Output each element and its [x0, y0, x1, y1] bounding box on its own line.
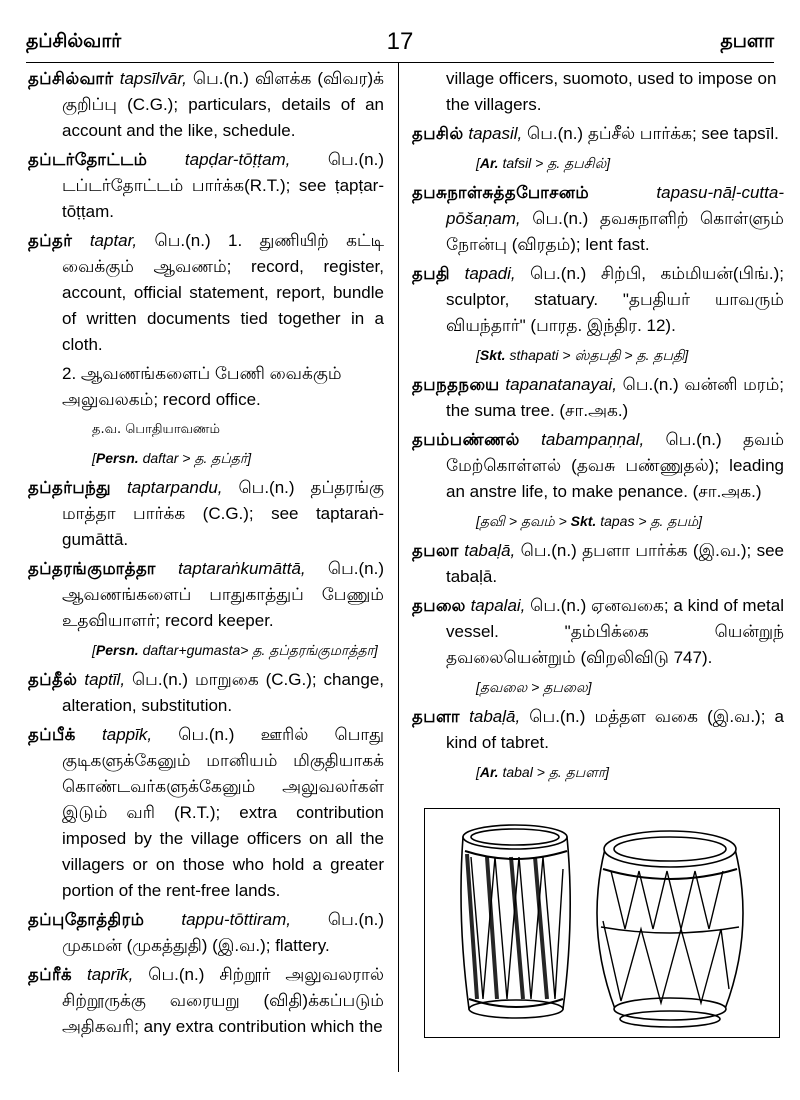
headword: தப்சில்வார் [28, 69, 114, 88]
transliteration: taprīk, [87, 965, 134, 984]
definition: பெ.(n.) ஏனவகை; a kind of metal vessel. "தம்பிக்கை யென்றுந் தவலையென்றும் (விறலிவிடு 747). [446, 596, 784, 667]
definition: பெ.(n.) முகமன் (முகத்துதி) (இ.வ.); flattery. [62, 910, 384, 955]
header-rule [26, 62, 774, 63]
dictionary-entry [412, 372, 784, 424]
etymology-lang: Persn. [95, 642, 139, 658]
transliteration: tapalai, [470, 596, 526, 615]
headword: தபநதநயை [412, 375, 500, 394]
dictionary-entry [28, 722, 384, 904]
headword: தபம்பண்ணல் [412, 430, 520, 449]
etymology-text: tapas > த. தபம் [596, 513, 699, 529]
transliteration: tapadi, [464, 264, 516, 283]
etymology: [Skt. sthapati > ஸ்தபதி > த. தபதி] [476, 347, 689, 363]
transliteration: tappīk, [102, 725, 153, 744]
etymology: [தவலை > தபலை] [476, 679, 592, 695]
definition: பெ.(n.) சிற்பி, கம்மியன்(பிங்.); sculptor, statuary. "தபதியர் யாவரும் வியந்தார்" (பாரத. இந்திர. 12). [446, 264, 784, 335]
definition: பெ.(n.) தபளா பார்க்க (இ.வ.); see tabaḷā. [446, 541, 784, 586]
definition: பெ.(n.) மத்தள வகை (இ.வ.); a kind of tabret. [446, 707, 784, 752]
headword: தபலை [412, 596, 466, 615]
headword: தப்தீல் [28, 670, 78, 689]
etymology: [Persn. daftar+gumasta> த. தப்தரங்குமாத்தா] [92, 642, 378, 658]
etymology-text: daftar+gumasta> த. தப்தரங்குமாத்தா [138, 642, 374, 658]
etymology: [Ar. tafsil > த. தபசில்] [476, 155, 611, 171]
definition: பெ.(n.) மாறுகை (C.G.); change, alteration, substitution. [62, 670, 385, 715]
dictionary-entry [412, 538, 784, 590]
tamil-equivalent-note: த.வ. பொதியாவணம் [92, 422, 220, 437]
transliteration: tapasu-nāḷ-cutta-pōšaṇam, [446, 183, 784, 228]
dictionary-entry [28, 147, 384, 225]
definition: பெ.(n.) தவம் மேற்கொள்ளல் (தவசு பண்ணுதல்); leading an anstre life, to make penance. (சா.அக.) [446, 430, 784, 501]
etymology-text: daftar > த. தப்தர் [138, 450, 248, 466]
transliteration: tabaḷā, [464, 541, 516, 560]
running-head-right: தபளா [720, 30, 774, 52]
etymology: [Persn. daftar > த. தப்தர்] [92, 450, 252, 466]
tabla-illustration [424, 808, 780, 1038]
definition: பெ.(n.) சிற்றூர் அலுவலரால் சிற்றூருக்கு வரையறு (விதி)க்கப்படும் அதிகவரி; any extra contribution which the [62, 965, 384, 1036]
headword: தப்ரீக் [28, 965, 73, 984]
etymology-prefix: தவி > தவம் > [479, 513, 571, 529]
page-header [26, 28, 774, 56]
etymology: [Ar. tabal > த. தபளா] [476, 764, 610, 780]
headword: தபசுநாள்சுத்தபோசனம் [412, 183, 590, 202]
dictionary-entry [412, 704, 784, 756]
transliteration: taptīl, [84, 670, 126, 689]
etymology-text: tafsil > த. தபசில் [498, 155, 607, 171]
dictionary-entry [412, 261, 784, 339]
left-column [28, 66, 384, 1043]
etymology-lang: Skt. [479, 347, 506, 363]
headword: தப்பீக் [28, 725, 76, 744]
right-drum [597, 831, 743, 1027]
continued-text: village officers, suomoto, used to impose on the villagers. [446, 69, 777, 114]
definition: பெ.(n.) 1. துணியிற் கட்டி வைக்கும் ஆவணம்; record, register, account, official statement, report, bundle of written documents tied together in a cloth. [62, 231, 384, 354]
transliteration: tapsīlvār, [119, 69, 187, 88]
tabla-drums-drawing [425, 809, 779, 1037]
dictionary-entry [28, 556, 384, 634]
definition: பெ.(n.) தவசுநாளிற் கொள்ளும் நோன்பு (விரதம்); lent fast. [446, 209, 784, 254]
definition: பெ.(n.) ஆவணங்களைப் பாதுகாத்துப் பேணும் உதவியாளர்; record keeper. [62, 559, 384, 630]
transliteration: tappu-tōttiram, [181, 910, 291, 929]
running-head-left: தப்சில்வார் [26, 30, 122, 52]
sense-2: 2. ஆவணங்களைப் பேணி வைக்கும் அலுவலகம்; record office. [62, 364, 342, 409]
right-column [412, 66, 784, 789]
dictionary-entry [28, 667, 384, 719]
definition: பெ.(n.) விளக்க (விவர)க் குறிப்பு (C.G.); particulars, details of an account and the like, schedule. [62, 69, 384, 140]
transliteration: tabampaṇṇal, [541, 430, 645, 449]
transliteration: tapanatanayai, [505, 375, 617, 394]
transliteration: tapḍar-tōṭṭam, [184, 150, 291, 169]
headword: தப்டர்தோட்டம் [28, 150, 148, 169]
etymology-text: tabal > த. தபளா [498, 764, 606, 780]
headword: தப்தர் [28, 231, 73, 250]
page-number: 17 [386, 28, 414, 55]
headword: தபலா [412, 541, 459, 560]
transliteration: tabaḷā, [469, 707, 521, 726]
etymology-text: தவலை > தபலை [479, 679, 588, 695]
headword: தபசில் [412, 124, 464, 143]
etymology-lang: Ar. [479, 155, 499, 171]
dictionary-entry [28, 66, 384, 144]
etymology-lang: Persn. [95, 450, 139, 466]
headword: தபதி [412, 264, 451, 283]
dictionary-entry [28, 907, 384, 959]
dictionary-entry [412, 593, 784, 671]
left-drum [461, 825, 570, 1018]
transliteration: taptarpandu, [127, 478, 223, 497]
etymology-text: sthapati > ஸ்தபதி > த. தபதி [505, 347, 685, 363]
headword: தப்புதோத்திரம் [28, 910, 145, 929]
dictionary-entry [28, 228, 384, 358]
etymology-lang: Ar. [479, 764, 499, 780]
transliteration: tapasil, [468, 124, 523, 143]
column-divider [398, 62, 399, 1072]
headword: தப்தரங்குமாத்தா [28, 559, 156, 578]
dictionary-entry [412, 121, 784, 147]
dictionary-entry [28, 962, 384, 1040]
etymology: [தவி > தவம் > Skt. tapas > த. தபம்] [476, 513, 703, 529]
headword: தப்தர்பந்து [28, 478, 112, 497]
definition: பெ.(n.) தப்தரங்கு மாத்தா பார்க்க (C.G.); see taptaraṅ-gumāttā. [62, 478, 384, 549]
etymology-lang: Skt. [570, 513, 597, 529]
dictionary-entry [412, 427, 784, 505]
dictionary-entry [412, 180, 784, 258]
definition: பெ.(n.) டப்டர்தோட்டம் பார்க்க(R.T.); see ṭapṭar-tōṭṭam. [62, 150, 384, 221]
definition: பெ.(n.) ஊரில் பொது குடிகளுக்கேனும் மானியம் மிகுதியாகக் கொண்டவர்களுக்கேனும் அலுவலர்கள் இடும் வரி (R.T.); extra contribution imposed by the village officers on all the villagers or on those who hold a greater portion of the rent-free lands. [62, 725, 384, 900]
definition: பெ.(n.) தப்சீல் பார்க்க; see tapsīl. [522, 124, 779, 143]
headword: தபளா [412, 707, 461, 726]
dictionary-entry [28, 475, 384, 553]
transliteration: taptaraṅkumāttā, [178, 559, 306, 578]
definition: பெ.(n.) வன்னி மரம்; the suma tree. (சா.அக.) [446, 375, 784, 420]
transliteration: taptar, [89, 231, 138, 250]
